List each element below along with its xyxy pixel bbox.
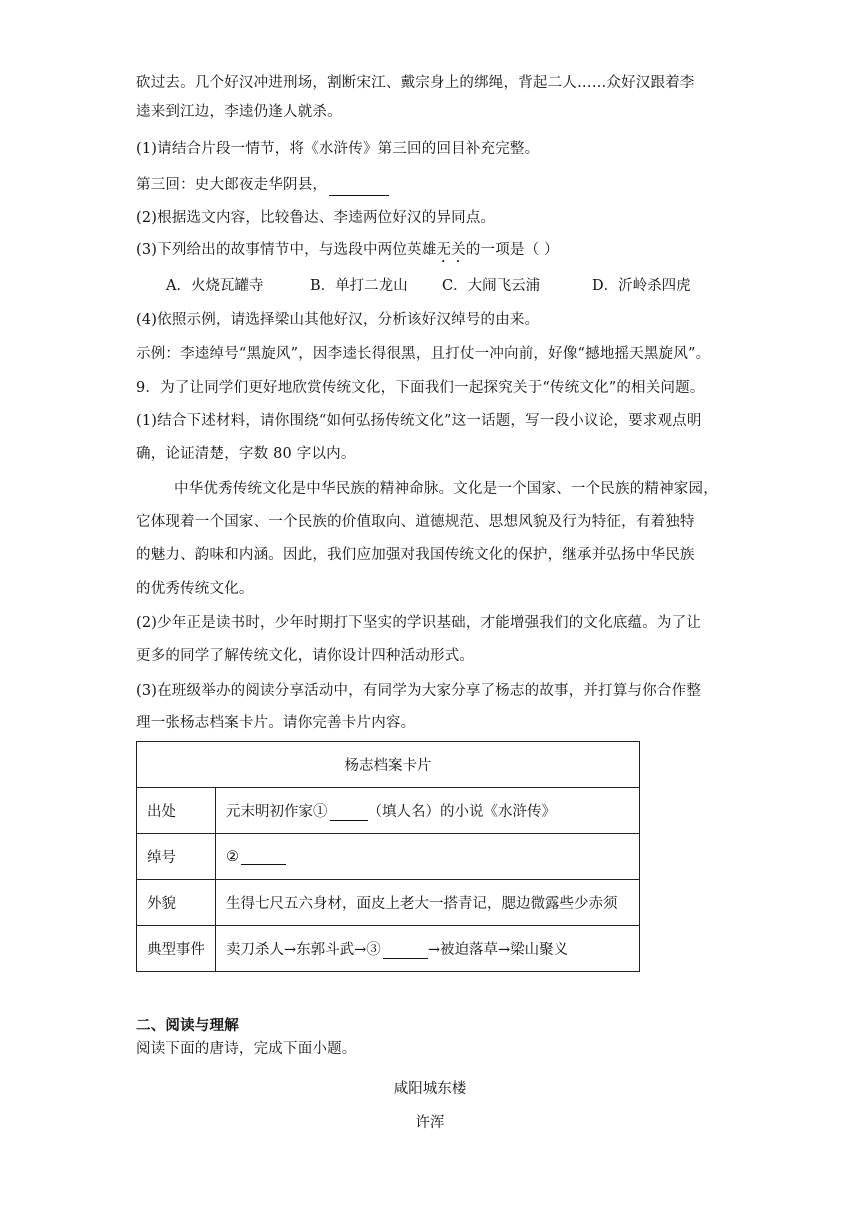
- card-value: [216, 926, 640, 972]
- question-8-4: (4)依照示例，请选择梁山其他好汉，分析该好汉绰号的由来。: [136, 312, 540, 328]
- chapter-title-text: 第三回：史大郎夜走华阴县，: [136, 177, 328, 193]
- question-9-1-line: 确，论证清楚，字数 80 字以内。: [136, 446, 356, 462]
- answer-blank[interactable]: [383, 942, 428, 959]
- answer-blank[interactable]: [329, 179, 389, 196]
- answer-blank[interactable]: [241, 848, 286, 865]
- question-9-2-line: (2)少年正是读书时，少年时期打下坚实的学识基础，才能增强我们的文化底蕴。为了让: [136, 615, 702, 631]
- material-line: 它体现着一个国家、一个民族的价值取向、道德规范、思想风貌及行为特征，有着独特: [136, 514, 695, 530]
- option-a[interactable]: A．火烧瓦罐寺: [166, 278, 264, 294]
- card-key: 绰号: [137, 834, 216, 880]
- card-value-text: 元末明初作家①: [226, 804, 328, 820]
- table-row: [137, 834, 640, 880]
- question-9-1-line: (1)结合下述材料，请你围绕“如何弘扬传统文化”这一话题，写一段小议论，要求观点明: [136, 413, 702, 429]
- table-row: [137, 926, 640, 972]
- material-line: 的优秀传统文化。: [136, 581, 254, 597]
- question-8-3: [136, 239, 736, 266]
- option-b[interactable]: B．单打二龙山: [310, 278, 408, 294]
- question-text: (3)下列给出的故事情节中，与选段中两位英雄: [136, 242, 437, 258]
- option-c[interactable]: C．大闹飞云浦: [442, 278, 541, 294]
- question-8-1: (1)请结合片段一情节，将《水浒传》第三回的回目补充完整。: [136, 141, 540, 157]
- option-d[interactable]: D．沂岭杀四虎: [592, 278, 691, 294]
- answer-blank[interactable]: [330, 804, 368, 821]
- card-title: 杨志档案卡片: [137, 742, 640, 788]
- card-key: 外貌: [137, 880, 216, 926]
- choice-options: [136, 275, 736, 297]
- card-value: 生得七尺五六身材，面皮上老大一搭青记，腮边微露些少赤须: [216, 880, 640, 926]
- question-9-2-line: 更多的同学了解传统文化，请你设计四种活动形式。: [136, 648, 475, 664]
- emphasized-word: 无关: [436, 242, 466, 258]
- poem-author: 许浑: [415, 1115, 445, 1131]
- card-value: [216, 788, 640, 834]
- question-9-intro: 9．为了让同学们更好地欣赏传统文化，下面我们一起探究关于“传统文化”的相关问题。: [136, 380, 705, 396]
- card-value-text: （填人名）的小说《水浒传》: [367, 804, 556, 820]
- chapter-fill-line: [136, 174, 736, 196]
- table-row: [137, 880, 640, 926]
- card-value-text: ②: [226, 849, 239, 865]
- question-text: 的一项是（ ）: [465, 242, 559, 258]
- table-row: [137, 788, 640, 834]
- material-line: 中华优秀传统文化是中华民族的精神命脉。文化是一个国家、一个民族的精神家园，: [174, 481, 718, 497]
- yangzhi-profile-card: [136, 741, 640, 972]
- poem-title: 咸阳城东楼: [393, 1081, 467, 1097]
- question-9-3-line: 理一张杨志档案卡片。请你完善卡片内容。: [136, 715, 416, 731]
- material-line: 的魅力、韵味和内涵。因此，我们应加强对我国传统文化的保护，继承并弘扬中华民族: [136, 547, 695, 563]
- card-key: 出处: [137, 788, 216, 834]
- passage-line: 砍过去。几个好汉冲进刑场，割断宋江、戴宗身上的绑绳，背起二人……众好汉跟着李: [136, 75, 695, 91]
- section-heading: 二、阅读与理解: [136, 1017, 239, 1034]
- question-8-2: (2)根据选文内容，比较鲁达、李逵两位好汉的异同点。: [136, 210, 496, 226]
- passage-line: 逵来到江边，李逵仍逢人就杀。: [136, 104, 342, 120]
- question-9-3-line: (3)在班级举办的阅读分享活动中，有同学为大家分享了杨志的故事，并打算与你合作整: [136, 683, 702, 699]
- card-value-text: 卖刀杀人→东郭斗武→③: [226, 942, 381, 958]
- card-key: 典型事件: [137, 926, 216, 972]
- card-value: [216, 834, 640, 880]
- example-text: 示例：李逵绰号“黑旋风”，因李逵长得很黑，且打仗一冲向前，好像“撼地摇天黑旋风”。: [136, 346, 711, 362]
- card-value-text: →被迫落草→梁山聚义: [427, 942, 569, 958]
- section-instruction: 阅读下面的唐诗，完成下面小题。: [136, 1041, 357, 1057]
